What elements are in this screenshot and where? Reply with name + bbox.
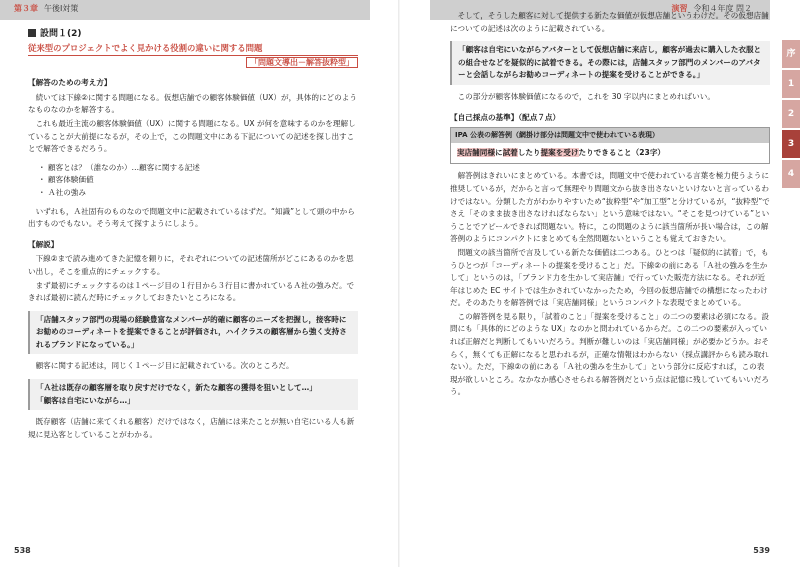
right-page xyxy=(400,0,800,567)
answer-fragment: に xyxy=(494,147,503,157)
right-header-chapter: 演習 xyxy=(671,4,688,13)
answer-fragment: たりできること（23字） xyxy=(578,147,666,157)
left-header-title: 午後Ⅰ対策 xyxy=(44,4,79,13)
question-number-text: 設問１(2) xyxy=(40,29,82,39)
scoring-criteria-title: 【自己採点の基準】（配点７点） xyxy=(450,112,561,122)
bullet-item: ・ Ａ社の強み xyxy=(38,187,358,200)
question-title: 従来型のプロジェクトでよく見かける役割の違いに関する問題 xyxy=(28,42,358,56)
question-type-text: 「問題文導出－解答抜粋型」 xyxy=(246,57,358,68)
quote-block: 「顧客は自宅にいながらアバターとして仮想店舗に来店し，顧客が過去に購入した衣服との組合せなどを疑似的に試着できる。その際には，店舗スタッフ部門のメンバーのアバターと会話しながらお勧めコーディネートの提案を受けることができる。」 xyxy=(450,41,770,85)
paragraph: いずれも，Ａ社固有のものなので問題文中に記載されているはずだ。“知識”として頭の中から出すものでもない。そう考えて探すようにしよう。 xyxy=(28,206,355,229)
paragraph: これも最近主流の顧客体験価値（UX）に関する問題になる。UX が何を意味するのかを理解していることが大前提になるが，その上で，この問題文中にある下記についての記述を探し出すことで解答できるだろう。 xyxy=(28,118,356,154)
bullet-item: ・ 顧客体験価値 xyxy=(38,174,358,187)
highlighted-phrase: 試着 xyxy=(502,147,518,157)
quote-line: 「顧客は自宅にいながら…」 xyxy=(36,395,135,405)
answer-fragment: したり xyxy=(517,147,541,157)
left-header xyxy=(14,3,78,14)
left-header-chapter: 第３章 xyxy=(14,4,38,13)
answer-example-header: IPA 公表の解答例（網掛け部分は問題文中で使われている表現） xyxy=(451,128,769,143)
paragraph: この解答例を見る限り，「試着のこと」「提案を受けること」の二つの要素は必須になる。設問にも「具体的にどのような UX」なのかと問われているからだ。この二つの要素が入っていれば正解だと判断してもいいだろう。判断が難しいのは「実店舗同様」が必要かどうか。おそらく，無くても正解になると思われるが，正確な情報はわからない（採点講評からも読み取れない）。ただ，下線②の前にある「Ａ社の強みを生かして」という部分に反応すれば，この表現が欲しいところ。なかなか感心させられる解答例だという点は記憶に残していてもいいだろう。 xyxy=(450,311,769,397)
paragraph: そして，そうした顧客に対して提供する新たな価値が仮想店舗というわけだ。その仮想店舗についての記述は次のように記載されている。 xyxy=(450,11,769,33)
tab-chapter-3[interactable]: 3 xyxy=(782,130,800,158)
paragraph: 下線②まで読み進めてきた記憶を頼りに，それぞれについての記述箇所がどこにあるのかを思い出し，そこを重点的にチェックする。 xyxy=(28,254,354,276)
section-title-explanation: 【解説】 xyxy=(28,239,59,249)
section-title-approach: 【解答のための考え方】 xyxy=(28,78,112,88)
left-header-bar xyxy=(0,0,370,20)
chapter-tabs xyxy=(782,40,800,190)
quote-block: 「店舗スタッフ部門の現場の経験豊富なメンバーが的確に顧客のニーズを把握し，接客時にお勧めのコーディネートを提案できることが評価され，ハイクラスの顧客層から強く支持されるブランドになっている。」 xyxy=(28,311,358,355)
bullet-list xyxy=(28,162,358,200)
right-header-title: 令和４年度 問２ xyxy=(693,4,752,13)
answer-example-text xyxy=(451,143,769,164)
tab-intro[interactable]: 序 xyxy=(782,40,800,68)
tab-chapter-2[interactable]: 2 xyxy=(782,100,800,128)
page-number-left: 538 xyxy=(14,546,31,555)
bullet-item: ・ 顧客とは？（誰なのか）…顧客に関する記述 xyxy=(38,162,358,175)
answer-example-box xyxy=(450,127,770,164)
paragraph: 問題文の該当箇所で言及している新たな価値は二つある。ひとつは「疑似的に試着」で，もうひとつが「コーディネートの提案を受けること」だ。下線②の前にある「Ａ社の強みを生かして」というのは，「ブランド力を生かして実店舗」で行っていた販売方法になる。それが近年はじめた EC サイトでは生かされていなかったため，今回の仮想店舗での構想になったわけだ。そのあたりを解答例では「実店舗同様」というコンパクトな表現でまとめている。 xyxy=(450,247,769,308)
paragraph: 既存顧客（店舗に来てくれる顧客）だけではなく，店舗には来たことが無い自宅にいる人も新規に見込客としていることがわかる。 xyxy=(28,417,355,439)
right-content xyxy=(450,10,770,400)
left-content xyxy=(28,28,358,442)
quote-block xyxy=(28,379,358,410)
highlighted-phrase: 実店舗同様 xyxy=(457,147,495,157)
tab-chapter-1[interactable]: 1 xyxy=(782,70,800,98)
paragraph: 続いては下線②に関する問題になる。仮想店舗での顧客体験価値（UX）が，具体的にどのようなものなのかを解答する。 xyxy=(28,92,357,115)
quote-line: 「Ａ社は既存の顧客層を取り戻すだけでなく，新たな顧客の獲得を狙いとして…」 xyxy=(36,383,317,393)
highlighted-phrase: 提案を受け xyxy=(540,147,579,157)
paragraph: 顧客に関する記述は，同じく１ページ目に記載されている。次のところだ。 xyxy=(35,361,294,371)
question-type-tag xyxy=(28,57,358,70)
tab-chapter-4[interactable]: 4 xyxy=(782,160,800,188)
paragraph: この部分が顧客体験価値になるので，これを 30 字以内にまとめればいい。 xyxy=(457,91,715,101)
question-number xyxy=(28,28,358,41)
paragraph: 解答例はきれいにまとめている。本書では，問題文中で使われている言葉を極力使うように推奨しているが，だからと言って無理やり問題文から抜き出さないといけないと言っているわけではない。分類した方がわかりやすいため“抜粋型”や“加工型”と分けているが，“抜粋型”でさえ「そのまま抜き出さなければならない」という意味ではない。“そこを見つけている”ということでアピールできれば問題ない。特に，この問題のように該当箇所が長い場合は，この解答例のようにコンパクトにまとめても全然問題ないということも覚えておきたい。 xyxy=(450,171,770,244)
paragraph: まず最初にチェックするのは１ページ目の１行目から３行目に書かれているＡ社の強みだ。できれば最初に読んだ時にチェックしておきたいところになる。 xyxy=(28,280,355,303)
square-icon xyxy=(28,29,36,37)
page-number-right: 539 xyxy=(753,546,770,555)
